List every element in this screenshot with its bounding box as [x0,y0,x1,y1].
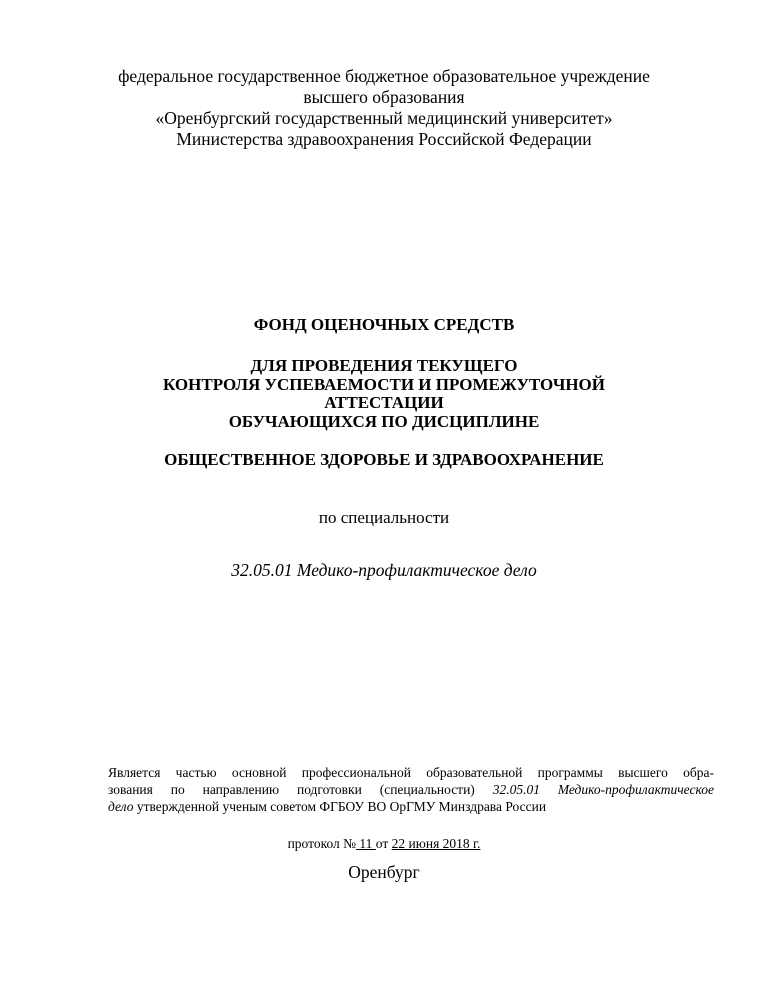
note-line-1: Является частью основной профессиональной образовательной программы высшего обра- [108,765,714,780]
note-line-2-text: зования по направлению подготовки (специальности) [108,782,493,797]
protocol-date: 22 июня 2018 г. [391,836,481,851]
program-note [108,764,714,815]
subtitle-line-3: АТТЕСТАЦИИ [324,393,444,412]
protocol-middle: от [375,836,392,851]
protocol-prefix: протокол № [287,836,357,851]
header-line-3: «Оренбургский государственный медицинский университет» [155,108,613,128]
specialty-label: по специальности [318,508,450,527]
note-line-3-italic: дело [108,799,134,814]
document-title: ФОНД ОЦЕНОЧНЫХ СРЕДСТВ [253,315,515,334]
subtitle-line-4: ОБУЧАЮЩИХСЯ ПО ДИСЦИПЛИНЕ [228,411,540,431]
note-line-3-text: утвержденной ученым советом ФГБОУ ВО ОрГМУ Минздрава России [133,799,547,814]
subtitle-line-2: КОНТРОЛЯ УСПЕВАЕМОСТИ И ПРОМЕЖУТОЧНОЙ [163,374,605,394]
subtitle-line-1: ДЛЯ ПРОВЕДЕНИЯ ТЕКУЩЕГО [250,356,518,375]
protocol-number: 11 [356,836,376,851]
institution-header [0,66,768,150]
city-name: Оренбург [348,862,420,882]
note-line-2-italic: 32.05.01 Медико-профилактическое [492,782,714,797]
document-subtitle [0,357,768,431]
discipline-name: ОБЩЕСТВЕННОЕ ЗДОРОВЬЕ И ЗДРАВООХРАНЕНИЕ [164,450,604,469]
note-line-2 [108,781,714,798]
protocol-line [0,835,768,852]
header-line-1: федеральное государственное бюджетное образовательное учреждение [118,66,650,86]
header-line-2: высшего образования [303,87,465,107]
header-line-4: Министерства здравоохранения Российской Федерации [176,129,592,149]
note-line-3 [108,798,714,815]
specialty-value: 32.05.01 Медико-профилактическое дело [231,560,537,580]
